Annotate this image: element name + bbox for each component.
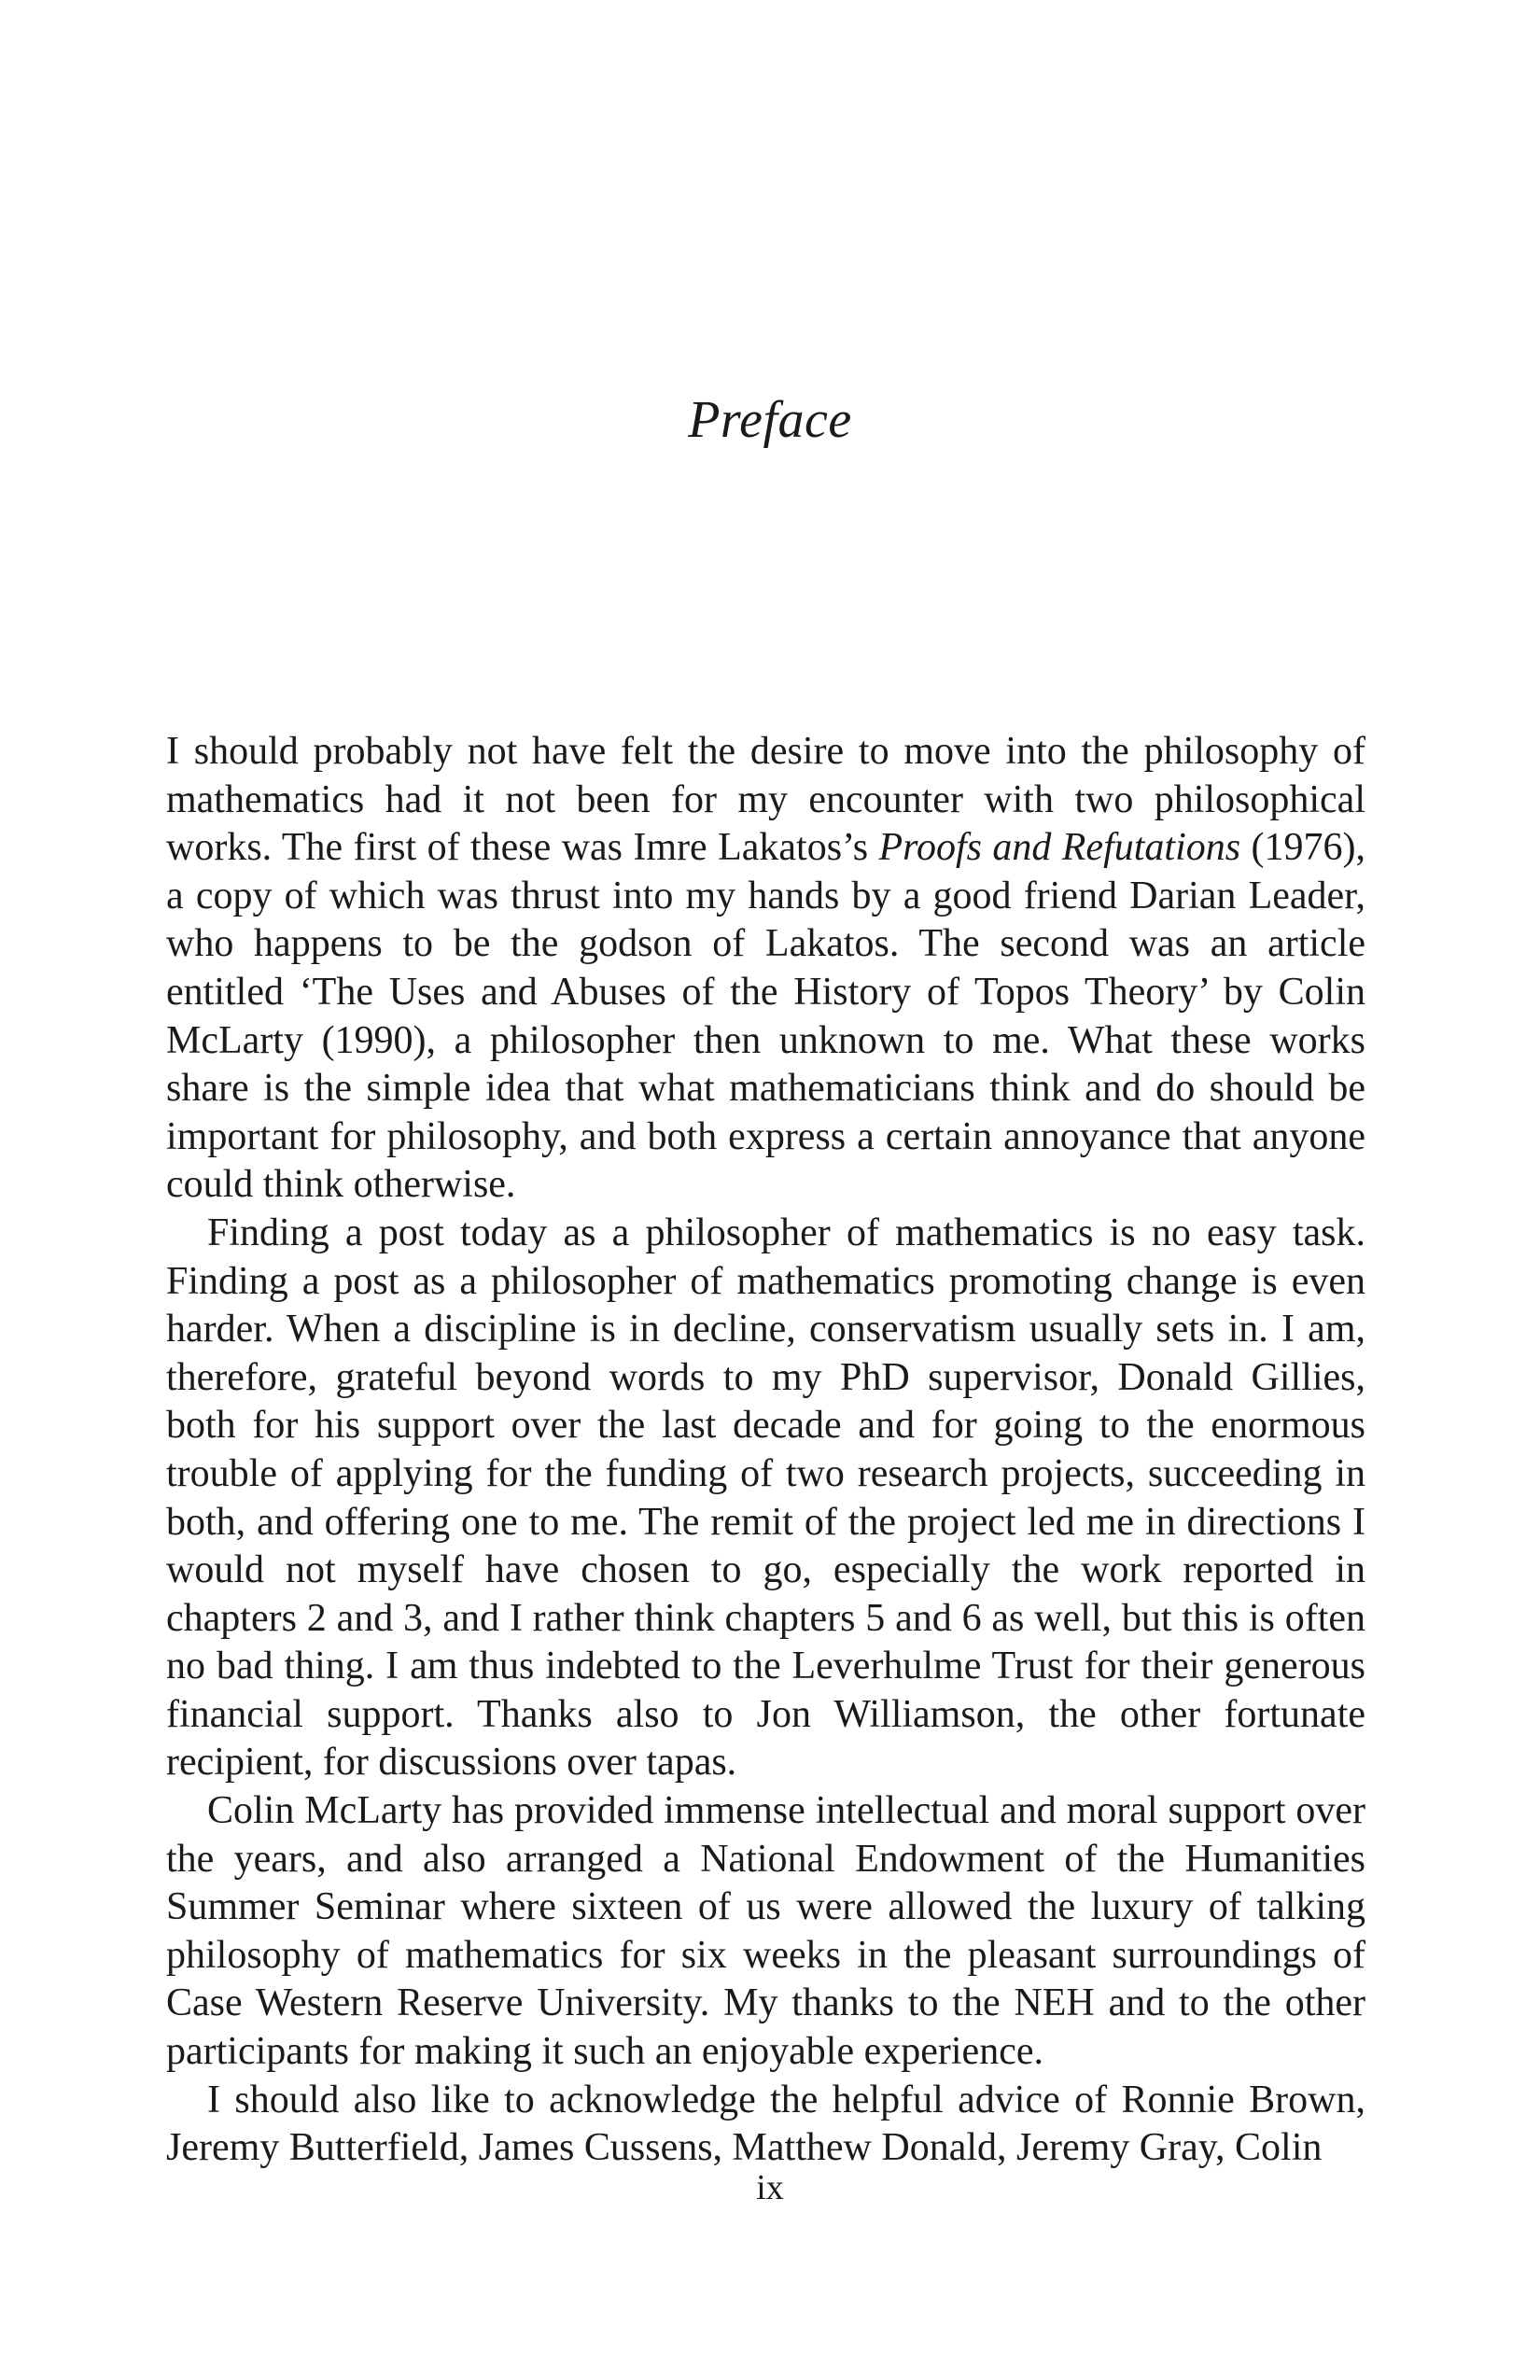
book-title-italic: Proofs and Refutations bbox=[878, 826, 1241, 870]
paragraph-1-text-a: I should probably not have felt the desire to move into the philosophy of mathematics had it not been for my encounter with two philosophical works. The first of these was Imre Lakatos’s bbox=[166, 730, 1365, 870]
body-text bbox=[166, 728, 1365, 2173]
page-title: Preface bbox=[688, 391, 852, 449]
page-number: ix bbox=[756, 2168, 784, 2207]
paragraph-2: Finding a post today as a philosopher of mathematics is no easy task. Finding a post as a philosopher of mathematics promoting change is even harder. When a discipline is in decline, conservatism usually sets in. I am, therefore, grateful beyond words to my PhD supervisor, Donald Gillies, both for his support over the last decade and for going to the enormous trouble of applying for the funding of two research projects, succeeding in both, and offering one to me. The remit of the project led me in directions I would not myself have chosen to go, especially the work reported in chapters 2 and 3, and I rather think chapters 5 and 6 as well, but this is often no bad thing. I am thus indebted to the Leverhulme Trust for their generous financial support. Thanks also to Jon Williamson, the other fortunate recipient, for discussions over tapas. bbox=[166, 1211, 1365, 1785]
paragraph-3: Colin McLarty has provided immense intellectual and moral support over the years, and also arranged a National Endowment of the Humanities Summer Seminar where sixteen of us were allowed the luxury of talking philosophy of mathematics for six weeks in the pleasant surroundings of Case Western Reserve University. My thanks to the NEH and to the other participants for making it such an enjoyable experience. bbox=[166, 1789, 1365, 2074]
paragraph-4: I should also like to acknowledge the helpful advice of Ronnie Brown, Jeremy Butterfield, James Cussens, Matthew Donald, Jeremy Gray, Colin bbox=[166, 2078, 1365, 2170]
paragraph-1 bbox=[166, 728, 1365, 1210]
paragraph-1-text-b: (1976), a copy of which was thrust into my hands by a good friend Darian Leader, who happens to be the godson of Lakatos. The second was an article entitled ‘The Uses and Abuses of the History of Topos Theory’ by Colin McLarty (1990), a philosopher then unknown to me. What these works share is the simple idea that what mathematicians think and do should be important for philosophy, and both express a certain annoyance that anyone could think otherwise. bbox=[166, 826, 1365, 1207]
